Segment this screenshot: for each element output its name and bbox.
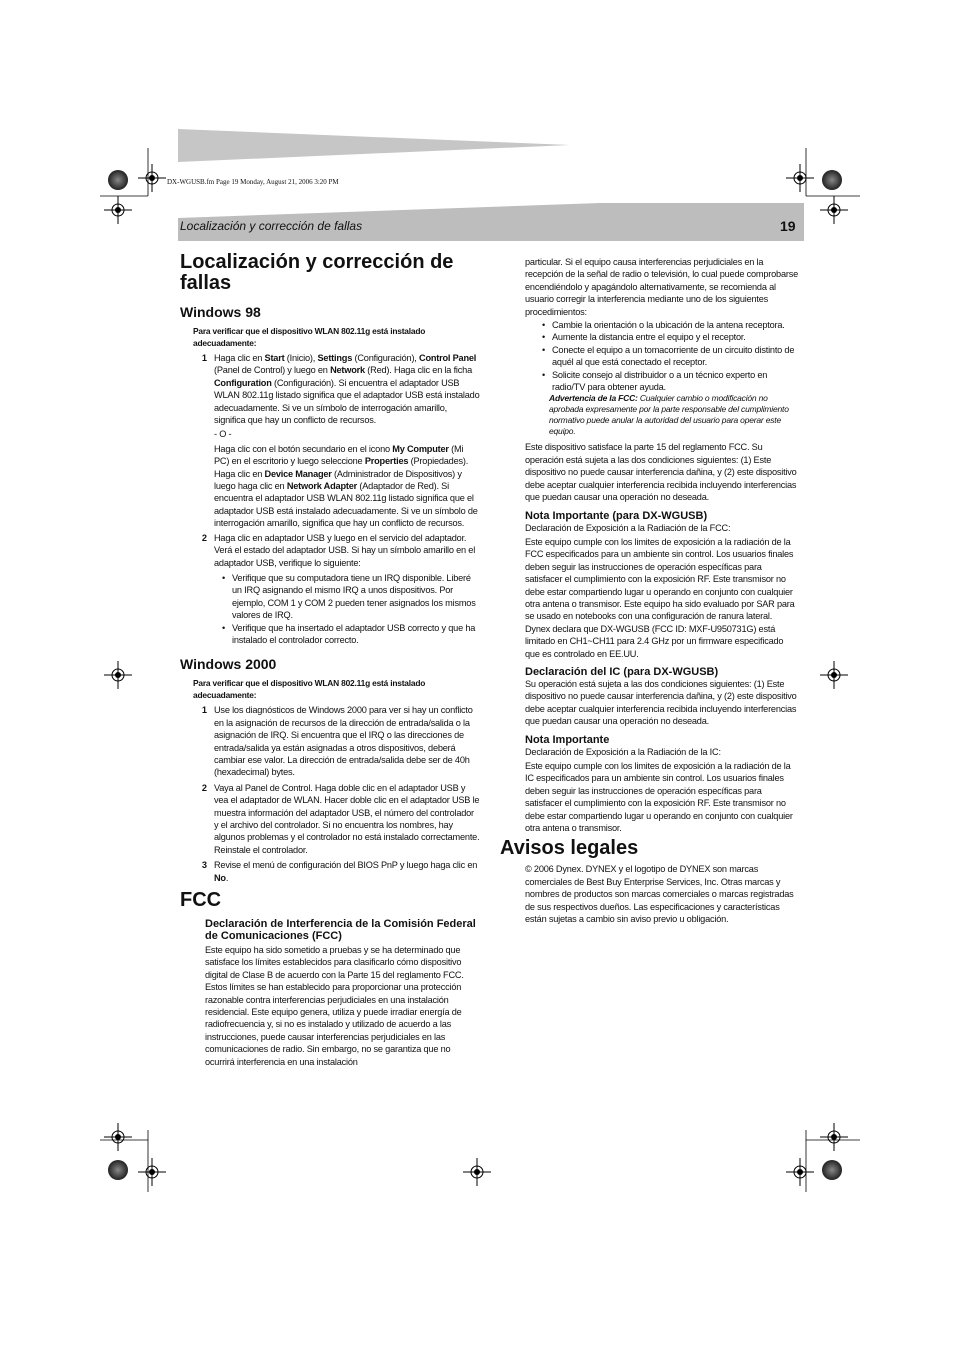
nota2-p2: Este equipo cumple con los limites de exposición a la radiación de la IC especificados para un ambiente sin control. Los usuarios finales deben seguir las instrucciones de operación específicas para satisfacer el cumplimiento con la exposición RF. Este transmisor no debe estar compartiendo lugar u operando en conjunto con cualquier otra antena o transmisor. xyxy=(525,761,793,834)
windows98-intro: Para verificar que el dispositivo WLAN 802.11g está instalado adecuadamente: xyxy=(193,326,426,348)
step xyxy=(193,704,480,778)
step-text: Revise el menú de configuración del BIOS PnP y luego haga clic en No. xyxy=(214,860,478,883)
top-wedge-shape xyxy=(178,129,570,162)
step-text: Haga clic en adaptador USB y luego en el servicio del adaptador. Verá el estado del adaptador USB. Si hay un símbolo amarillo en el adaptador USB, verifique lo siguiente: xyxy=(214,532,476,568)
step-number: 3 xyxy=(201,860,207,871)
nota2-heading: Nota Importante xyxy=(525,733,610,746)
legal-heading: Avisos legales xyxy=(500,837,639,860)
windows2000-intro: Para verificar que el dispositivo WLAN 802.11g está instalado adecuadamente: xyxy=(193,678,426,700)
fcc-body: Este equipo ha sido sometido a pruebas y se ha determinado que satisface los límites establecidos para clasificarlo cómo dispositivo digital de Clase B de acuerdo con la Parte 15 del reglamento FCC. Estos límites se han establecido para proporcionar una protección razonable contra interferencias perjudiciales en una instalación residencial. Este equipo genera, utiliza y puede irradiar energía de radiofrecuencia y, si no es instalado y utilizado de acuerdo a las instrucciones, puede causar interferencias perjudiciales en las comunicaciones de radio. Sin embargo, no se garantiza que no ocurrirá interferencia en una instalación xyxy=(205,945,464,1067)
step xyxy=(193,352,480,530)
ic-p1: Su operación está sujeta a las dos condiciones siguientes: (1) Este dispositivo no puede causar interferencia dañina, y (2) este dispositivo debe aceptar cualquier interferencia recibida incluyendo interferencias que puedan causar una operación no deseada. xyxy=(525,678,797,727)
step-number: 1 xyxy=(201,353,207,363)
step-number: 2 xyxy=(201,532,207,543)
list-item: • Cambie la orientación o la ubicación de la antena receptora. xyxy=(542,320,785,331)
print-info: DX-WGUSB.fm Page 19 Monday, August 21, 2006 3:20 PM xyxy=(167,178,339,186)
step-text: Haga clic en Start (Inicio), Settings (Configuración), Control Panel (Panel de Control) y luego en Network (Red). Haga clic en la ficha Configuration (Configuración). Si encuentra el adaptador USB WLAN 802.11g listado significa que el adaptador USB está instalado adecuadamente. Si ve un símbolo de interrogación amarillo, significa que hay un conflicto de recursos. xyxy=(214,353,480,426)
step-number: 2 xyxy=(201,782,207,793)
list-item: • Aumente la distancia entre el equipo y el receptor. xyxy=(542,332,746,343)
nota2-p1: Declaración de Exposición a la Radiación de la IC: xyxy=(525,746,721,757)
nota1-heading: Nota Importante (para DX-WGUSB) xyxy=(525,509,708,522)
fcc-subheading: Declaración de Interferencia de la Comisión Federal de Comunicaciones (FCC) xyxy=(205,918,476,943)
page-title: Localización y corrección de fallas xyxy=(180,251,454,294)
windows98-heading: Windows 98 xyxy=(180,304,261,320)
step xyxy=(193,782,480,856)
registration-mark xyxy=(820,661,848,689)
page-header-graphic xyxy=(0,0,954,260)
nota1-p3: Dynex declara que DX-WGUSB (FCC ID: MXF-U950731G) está limitado en CH1~CH11 para 2.4 GHz por un firmware especificado que es controlado en EE.UU. xyxy=(525,623,784,659)
nota1-p1: Declaración de Exposición a la Radiación de la FCC: xyxy=(525,522,731,533)
right-column xyxy=(500,256,799,925)
registration-mark xyxy=(104,1123,132,1151)
part15-text: Este dispositivo satisface la parte 15 del reglamento FCC. Su operación está sujeta a las dos condiciones siguientes: (1) Este dispositivo no puede causar interferencia dañina, y (2) este dispositivo debe aceptar cualquier interferencia recibida incluyendo interferencias que puedan causar una operación no deseada. xyxy=(525,442,797,503)
color-target xyxy=(822,1160,842,1180)
page-number: 19 xyxy=(780,218,796,234)
step-body xyxy=(214,532,480,647)
fcc-continuation: particular. Si el equipo causa interferencias perjudiciales en la recepción de la señal de radio o televisión, lo cual puede comprobarse encendiéndolo y apagándolo alternativamente, se recomienda al usuario corregir la interferencia mediante uno de los siguientes procedimientos: xyxy=(525,257,799,317)
list-item: • Verifique que su computadora tiene un IRQ disponible. Liberé un IRQ asignando el mismo IRQ a unos dispositivos. Por ejemplo, COM 1 y COM 2 pueden tener asignados los mismos valores de IRQ. xyxy=(222,572,476,621)
or-separator: - O - xyxy=(214,429,232,440)
fcc-heading: FCC xyxy=(180,889,222,912)
step-number: 1 xyxy=(201,705,207,716)
step-text: Haga clic con el botón secundario en el icono My Computer (Mi PC) en el escritorio y luego seleccione Properties (Propiedades). Haga clic en Device Manager (Administrador de Dispositivos) y luego haga clic en Network Adapter (Adaptador de Red). Si encuentra el adaptador USB WLAN 802.11g listado significa que el adaptador USB está instalado adecuadamente. Si ve un símbolo de interrogación amarillo, significa que hay un conflicto de recursos. xyxy=(214,443,478,529)
step xyxy=(193,532,480,647)
step-text: Vaya al Panel de Control. Haga doble clic en el adaptador USB y vea el adaptador de WLAN. Hacer doble clic en el adaptador USB le muestra información del adaptador USB, el número del controlador y el archivo del controlador. Si no encuentra los nombres, hay algunos problemas y el controlador no está instalado correctamente. Reinstale el controlador. xyxy=(214,782,480,855)
legal-text: © 2006 Dynex. DYNEX y el logotipo de DYNEX son marcas comerciales de Best Buy Enterprise Services, Inc. Otras marcas y nombres de productos son marcas comerciales o marcas registradas de sus respectivos dueños. Las especificaciones y características están sujetas a cambio sin aviso previo u obligación. xyxy=(525,864,794,925)
windows2000-heading: Windows 2000 xyxy=(180,656,277,673)
registration-mark xyxy=(104,661,132,689)
running-title: Localización y corrección de fallas xyxy=(180,219,363,233)
nota1-p2: Este equipo cumple con los limites de exposición a la radiación de la FCC especificados para un ambiente sin control. Los usuarios finales deben seguir las instrucciones de operación específicas para satisfacer el cumplimiento con la exposición RF. Este transmisor no debe estar compartiendo lugar u operando en conjunto con cualquier otra antena o transmisor. Este equipo ha sido evaluado por SAR para se usado en notebooks con una configuración de ranura lateral. xyxy=(525,536,795,622)
step xyxy=(193,859,480,884)
step-body xyxy=(214,352,480,530)
registration-mark xyxy=(463,1158,491,1186)
step-text: Use los diagnósticos de Windows 2000 para ver si hay un conflicto en la asignación de recursos de la dirección de entrada/salida o la asignación de IRQ. Si encuentra que el IRQ o las direcciones de entrada/salida ya están asignadas a otros dispositivos, deberá cambiar ese valor. La dirección de entrada/salida debe ser de 40h (hexadecimal) bytes. xyxy=(214,705,473,778)
registration-mark xyxy=(138,1158,166,1186)
registration-mark xyxy=(786,1158,814,1186)
list-item: • Solicite consejo al distribuidor o a un técnico experto en radio/TV para obtener ayuda. xyxy=(542,369,768,393)
color-target xyxy=(108,1160,128,1180)
registration-mark xyxy=(820,1123,848,1151)
ic-heading: Declaración del IC (para DX-WGUSB) xyxy=(525,665,719,678)
list-item: • Verifique que ha insertado el adaptador USB correcto y que ha instalado el controlador correcto. xyxy=(222,622,476,645)
fcc-warning: Advertencia de la FCC: Cualquier cambio o modificación no aprobada expresamente por la parte responsable del cumplimiento normativo puede anular la autoridad del usuario para operar este equipo. xyxy=(549,393,789,437)
list-item: • Conecte el equipo a un tomacorriente de un circuito distinto de aquél al que está conectado el receptor. xyxy=(542,344,795,368)
left-column xyxy=(180,252,480,1068)
